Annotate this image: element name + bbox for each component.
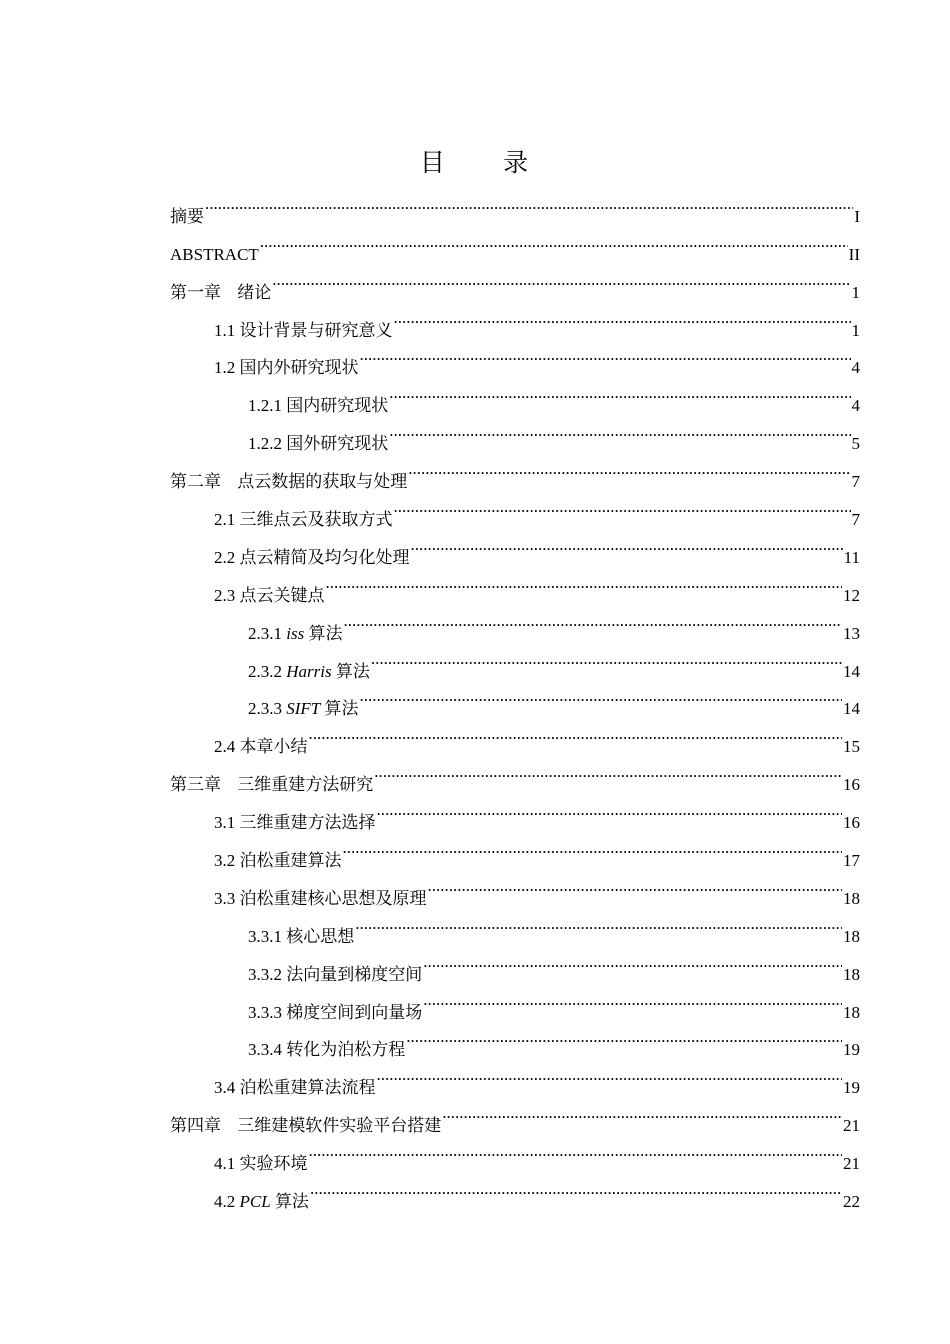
dot-leader (260, 222, 848, 260)
toc-entry[interactable] (170, 184, 860, 226)
dot-leader (377, 790, 843, 828)
toc-entry-number: 3.4 (214, 1078, 236, 1098)
toc-entry-text: 点云精简及均匀化处理 (239, 547, 410, 567)
toc-entry-text: 算法 (335, 661, 370, 681)
toc-entry-text: 摘要 (170, 206, 204, 226)
toc-entry-number: 第一章 (170, 282, 221, 302)
toc-entry-term: PCL (239, 1192, 271, 1212)
toc-entry-page: 18 (843, 888, 860, 908)
toc-entry-text: 梯度空间到向量场 (286, 1002, 423, 1022)
dot-leader (374, 752, 842, 790)
toc-entry-text: 国内外研究现状 (239, 358, 359, 378)
dot-leader (423, 980, 842, 1018)
toc-list (170, 184, 860, 1212)
toc-entry-page: 5 (851, 434, 860, 454)
toc-entry-page: 4 (851, 358, 860, 378)
dot-leader (411, 525, 843, 563)
toc-entry-number: 3.3.4 (248, 1040, 282, 1060)
dot-leader (408, 449, 850, 487)
dot-leader (442, 1093, 842, 1131)
toc-entry-number: 3.2 (214, 851, 236, 871)
toc-entry-page: 17 (843, 851, 860, 871)
toc-entry-page: 18 (843, 964, 860, 984)
toc-entry-text: 三维重建方法研究 (237, 775, 374, 795)
toc-entry-page: 19 (843, 1040, 860, 1060)
toc-entry-text: 国内研究现状 (286, 396, 389, 416)
toc-entry[interactable] (170, 260, 860, 302)
dot-leader (428, 866, 843, 904)
toc-entry-number: 3.3 (214, 888, 236, 908)
toc-entry-page: I (854, 206, 860, 226)
dot-leader (326, 563, 843, 601)
dot-leader (423, 942, 842, 980)
toc-entry-number: 第二章 (170, 472, 221, 492)
toc-entry-text: 实验环境 (239, 1154, 308, 1174)
toc-entry-label (214, 349, 359, 387)
toc-entry[interactable] (170, 222, 860, 264)
toc-entry-number: 3.3.2 (248, 964, 282, 984)
dot-leader (355, 904, 842, 942)
toc-entry-page: 14 (843, 661, 860, 681)
toc-entry-label (214, 842, 342, 880)
toc-entry-text: 算法 (308, 623, 343, 643)
toc-entry-label (214, 728, 308, 766)
toc-entry-page: II (848, 244, 860, 264)
toc-entry-text: 核心思想 (286, 926, 355, 946)
toc-entry-page: 15 (843, 737, 860, 757)
dot-leader (343, 601, 842, 639)
toc-entry-label (170, 463, 407, 501)
toc-entry-label (214, 1183, 309, 1221)
toc-entry-text: 转化为泊松方程 (286, 1040, 406, 1060)
toc-entry-number: 3.3.3 (248, 1002, 282, 1022)
dot-leader (309, 1131, 843, 1169)
toc-entry-label (248, 615, 342, 653)
toc-entry-number: 2.3.3 (248, 699, 282, 719)
toc-entry-page: 16 (843, 813, 860, 833)
toc-entry-text: 本章小结 (239, 737, 308, 757)
dot-leader (205, 184, 853, 222)
toc-entry-text: 算法 (274, 1192, 309, 1212)
toc-entry-text: 三维点云及获取方式 (239, 510, 393, 530)
toc-entry-number: 1.2.2 (248, 434, 282, 454)
toc-entry-number: 2.2 (214, 547, 236, 567)
toc-entry-text: 泊松重建核心思想及原理 (239, 888, 427, 908)
toc-entry-page: 21 (843, 1154, 860, 1174)
toc-entry-text: 泊松重建算法 (239, 851, 342, 871)
dot-leader (343, 828, 843, 866)
dot-leader (360, 336, 851, 374)
toc-entry-label (248, 956, 422, 994)
toc-entry-number: 1.2 (214, 358, 236, 378)
dot-leader (310, 1169, 842, 1207)
toc-entry-label (248, 653, 370, 691)
toc-entry-page: 4 (851, 396, 860, 416)
toc-entry-number: 1.1 (214, 320, 236, 340)
toc-entry-label (170, 274, 271, 312)
toc-entry-page: 1 (851, 282, 860, 302)
toc-entry-label (248, 918, 354, 956)
toc-entry-label (214, 577, 325, 615)
toc-entry-page: 1 (851, 320, 860, 340)
toc-entry-page: 16 (843, 775, 860, 795)
toc-entry-term: Harris (286, 661, 332, 681)
dot-leader (389, 373, 850, 411)
toc-entry-label (248, 425, 388, 463)
toc-title: 目 录 (419, 150, 555, 177)
toc-entry-page: 18 (843, 926, 860, 946)
toc-entry-text: ABSTRACT (170, 244, 259, 264)
toc-entry-text: 法向量到梯度空间 (286, 964, 423, 984)
toc-entry-number: 2.3.1 (248, 623, 282, 643)
toc-entry-text: 泊松重建算法流程 (239, 1078, 376, 1098)
toc-entry-label (170, 766, 373, 804)
dot-leader (371, 639, 842, 677)
toc-entry-page: 22 (843, 1192, 860, 1212)
toc-entry-number: 第三章 (170, 775, 221, 795)
toc-entry-label (248, 994, 422, 1032)
toc-entry-text: 点云数据的获取与处理 (237, 472, 408, 492)
toc-entry-text: 算法 (324, 699, 359, 719)
toc-entry-page: 19 (843, 1078, 860, 1098)
dot-leader (360, 677, 843, 715)
toc-entry-label (248, 387, 388, 425)
toc-entry-label (214, 1069, 376, 1107)
toc-entry-label (214, 501, 393, 539)
toc-entry-number: 4.1 (214, 1154, 236, 1174)
toc-entry-text: 三维重建方法选择 (239, 813, 376, 833)
toc-entry-page: 13 (843, 623, 860, 643)
toc-entry-number: 4.2 (214, 1192, 236, 1212)
toc-entry-page: 21 (843, 1116, 860, 1136)
toc-entry-text: 国外研究现状 (286, 434, 389, 454)
toc-entry-page: 7 (851, 472, 860, 492)
toc-entry-page: 7 (851, 510, 860, 530)
toc-entry-page: 12 (843, 585, 860, 605)
dot-leader (406, 1018, 842, 1056)
toc-entry-label (170, 198, 204, 236)
dot-leader (394, 298, 851, 336)
toc-entry-page: 14 (843, 699, 860, 719)
toc-entry-number: 第四章 (170, 1116, 221, 1136)
toc-entry-number: 2.4 (214, 737, 236, 757)
dot-leader (309, 714, 843, 752)
toc-entry-number: 1.2.1 (248, 396, 282, 416)
dot-leader (272, 260, 850, 298)
toc-entry-label (170, 236, 259, 274)
toc-entry-number: 3.3.1 (248, 926, 282, 946)
toc-entry-number: 2.3 (214, 585, 236, 605)
toc-entry-page: 18 (843, 1002, 860, 1022)
toc-entry-number: 3.1 (214, 813, 236, 833)
dot-leader (377, 1055, 843, 1093)
toc-entry-term: iss (286, 623, 305, 643)
toc-entry[interactable] (170, 298, 860, 340)
toc-entry-page: 11 (843, 547, 860, 567)
toc-entry-label (214, 1145, 308, 1183)
toc-entry-term: SIFT (286, 699, 321, 719)
toc-entry-number: 2.3.2 (248, 661, 282, 681)
toc-entry-number: 2.1 (214, 510, 236, 530)
dot-leader (389, 411, 850, 449)
toc-entry-text: 设计背景与研究意义 (239, 320, 393, 340)
toc-entry-text: 绪论 (237, 282, 272, 302)
toc-entry-text: 点云关键点 (239, 585, 325, 605)
toc-entry-text: 三维建模软件实验平台搭建 (237, 1116, 442, 1136)
dot-leader (394, 487, 851, 525)
